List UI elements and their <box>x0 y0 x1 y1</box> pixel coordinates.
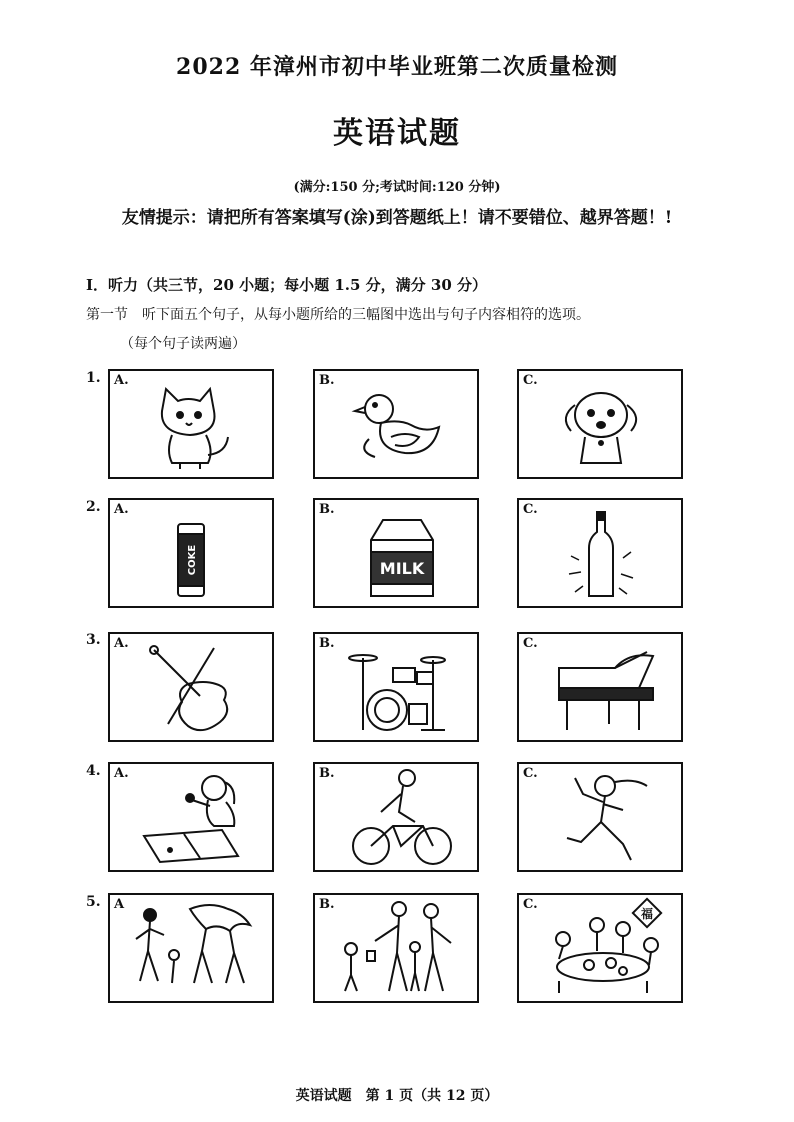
option-box[interactable] <box>313 762 479 872</box>
option-box[interactable] <box>108 762 274 872</box>
option-box[interactable] <box>108 369 274 479</box>
cyclist-icon <box>315 764 477 870</box>
option-label: A. <box>114 373 129 388</box>
water-bottle-icon <box>519 500 681 606</box>
option-label: B. <box>319 502 335 517</box>
question-number: 4. <box>86 763 101 779</box>
coke-can-icon <box>110 500 272 606</box>
question-number: 2. <box>86 499 101 515</box>
option-box[interactable] <box>313 369 479 479</box>
ping-pong-girl-icon <box>110 764 272 870</box>
milk-carton-icon <box>315 500 477 606</box>
option-box[interactable] <box>313 893 479 1003</box>
option-label: A. <box>114 636 129 651</box>
question-number: 5. <box>86 894 101 910</box>
section-instruction: 第一节 听下面五个句子，从每小题所给的三幅图中选出与句子内容相符的选项。 <box>86 307 590 323</box>
section-heading: I．听力（共三节，20 小题；每小题 1.5 分，满分 30 分） <box>86 276 487 294</box>
option-label: C. <box>523 373 538 388</box>
option-label: A. <box>114 766 129 781</box>
page-footer: 英语试题 第 1 页（共 12 页） <box>295 1088 499 1104</box>
exam-title: 2022 年漳州市初中毕业班第二次质量检测 <box>176 54 618 80</box>
option-box[interactable] <box>108 632 274 742</box>
family-walk-icon <box>315 895 477 1001</box>
running-girl-icon <box>519 764 681 870</box>
section-note: （每个句子读两遍） <box>120 336 246 352</box>
option-label: B. <box>319 636 335 651</box>
option-label: C. <box>523 766 538 781</box>
cat-icon <box>110 371 272 477</box>
option-box[interactable] <box>517 762 683 872</box>
piano-icon <box>519 634 681 740</box>
option-box[interactable] <box>517 498 683 608</box>
option-label: C. <box>523 636 538 651</box>
option-label: B. <box>319 766 335 781</box>
carton-text: MILK <box>379 559 425 578</box>
option-label: C. <box>523 897 538 912</box>
option-label: A <box>114 897 125 912</box>
option-box[interactable] <box>108 498 274 608</box>
option-box[interactable] <box>108 893 274 1003</box>
friendly-tip: 友情提示：请把所有答案填写(涂)到答题纸上！请不要错位、越界答题！! <box>121 208 673 228</box>
question-number: 3. <box>86 632 101 648</box>
violin-icon <box>110 634 272 740</box>
dragon-dance-icon <box>110 895 272 1001</box>
option-box[interactable] <box>517 893 683 1003</box>
subject-title: 英语试题 <box>333 116 461 151</box>
dog-icon <box>519 371 681 477</box>
option-box[interactable] <box>517 369 683 479</box>
option-label: B. <box>319 373 335 388</box>
option-box[interactable] <box>313 498 479 608</box>
option-box[interactable] <box>517 632 683 742</box>
family-dinner-icon <box>519 895 681 1001</box>
option-label: A. <box>114 502 129 517</box>
exam-meta: (满分:150 分;考试时间:120 分钟) <box>293 180 501 195</box>
option-label: B. <box>319 897 335 912</box>
can-text: COKE <box>187 544 198 576</box>
bird-icon <box>315 371 477 477</box>
option-label: C. <box>523 502 538 517</box>
fu-character: 福 <box>640 907 654 921</box>
drums-icon <box>315 634 477 740</box>
option-box[interactable] <box>313 632 479 742</box>
question-number: 1. <box>86 370 101 386</box>
